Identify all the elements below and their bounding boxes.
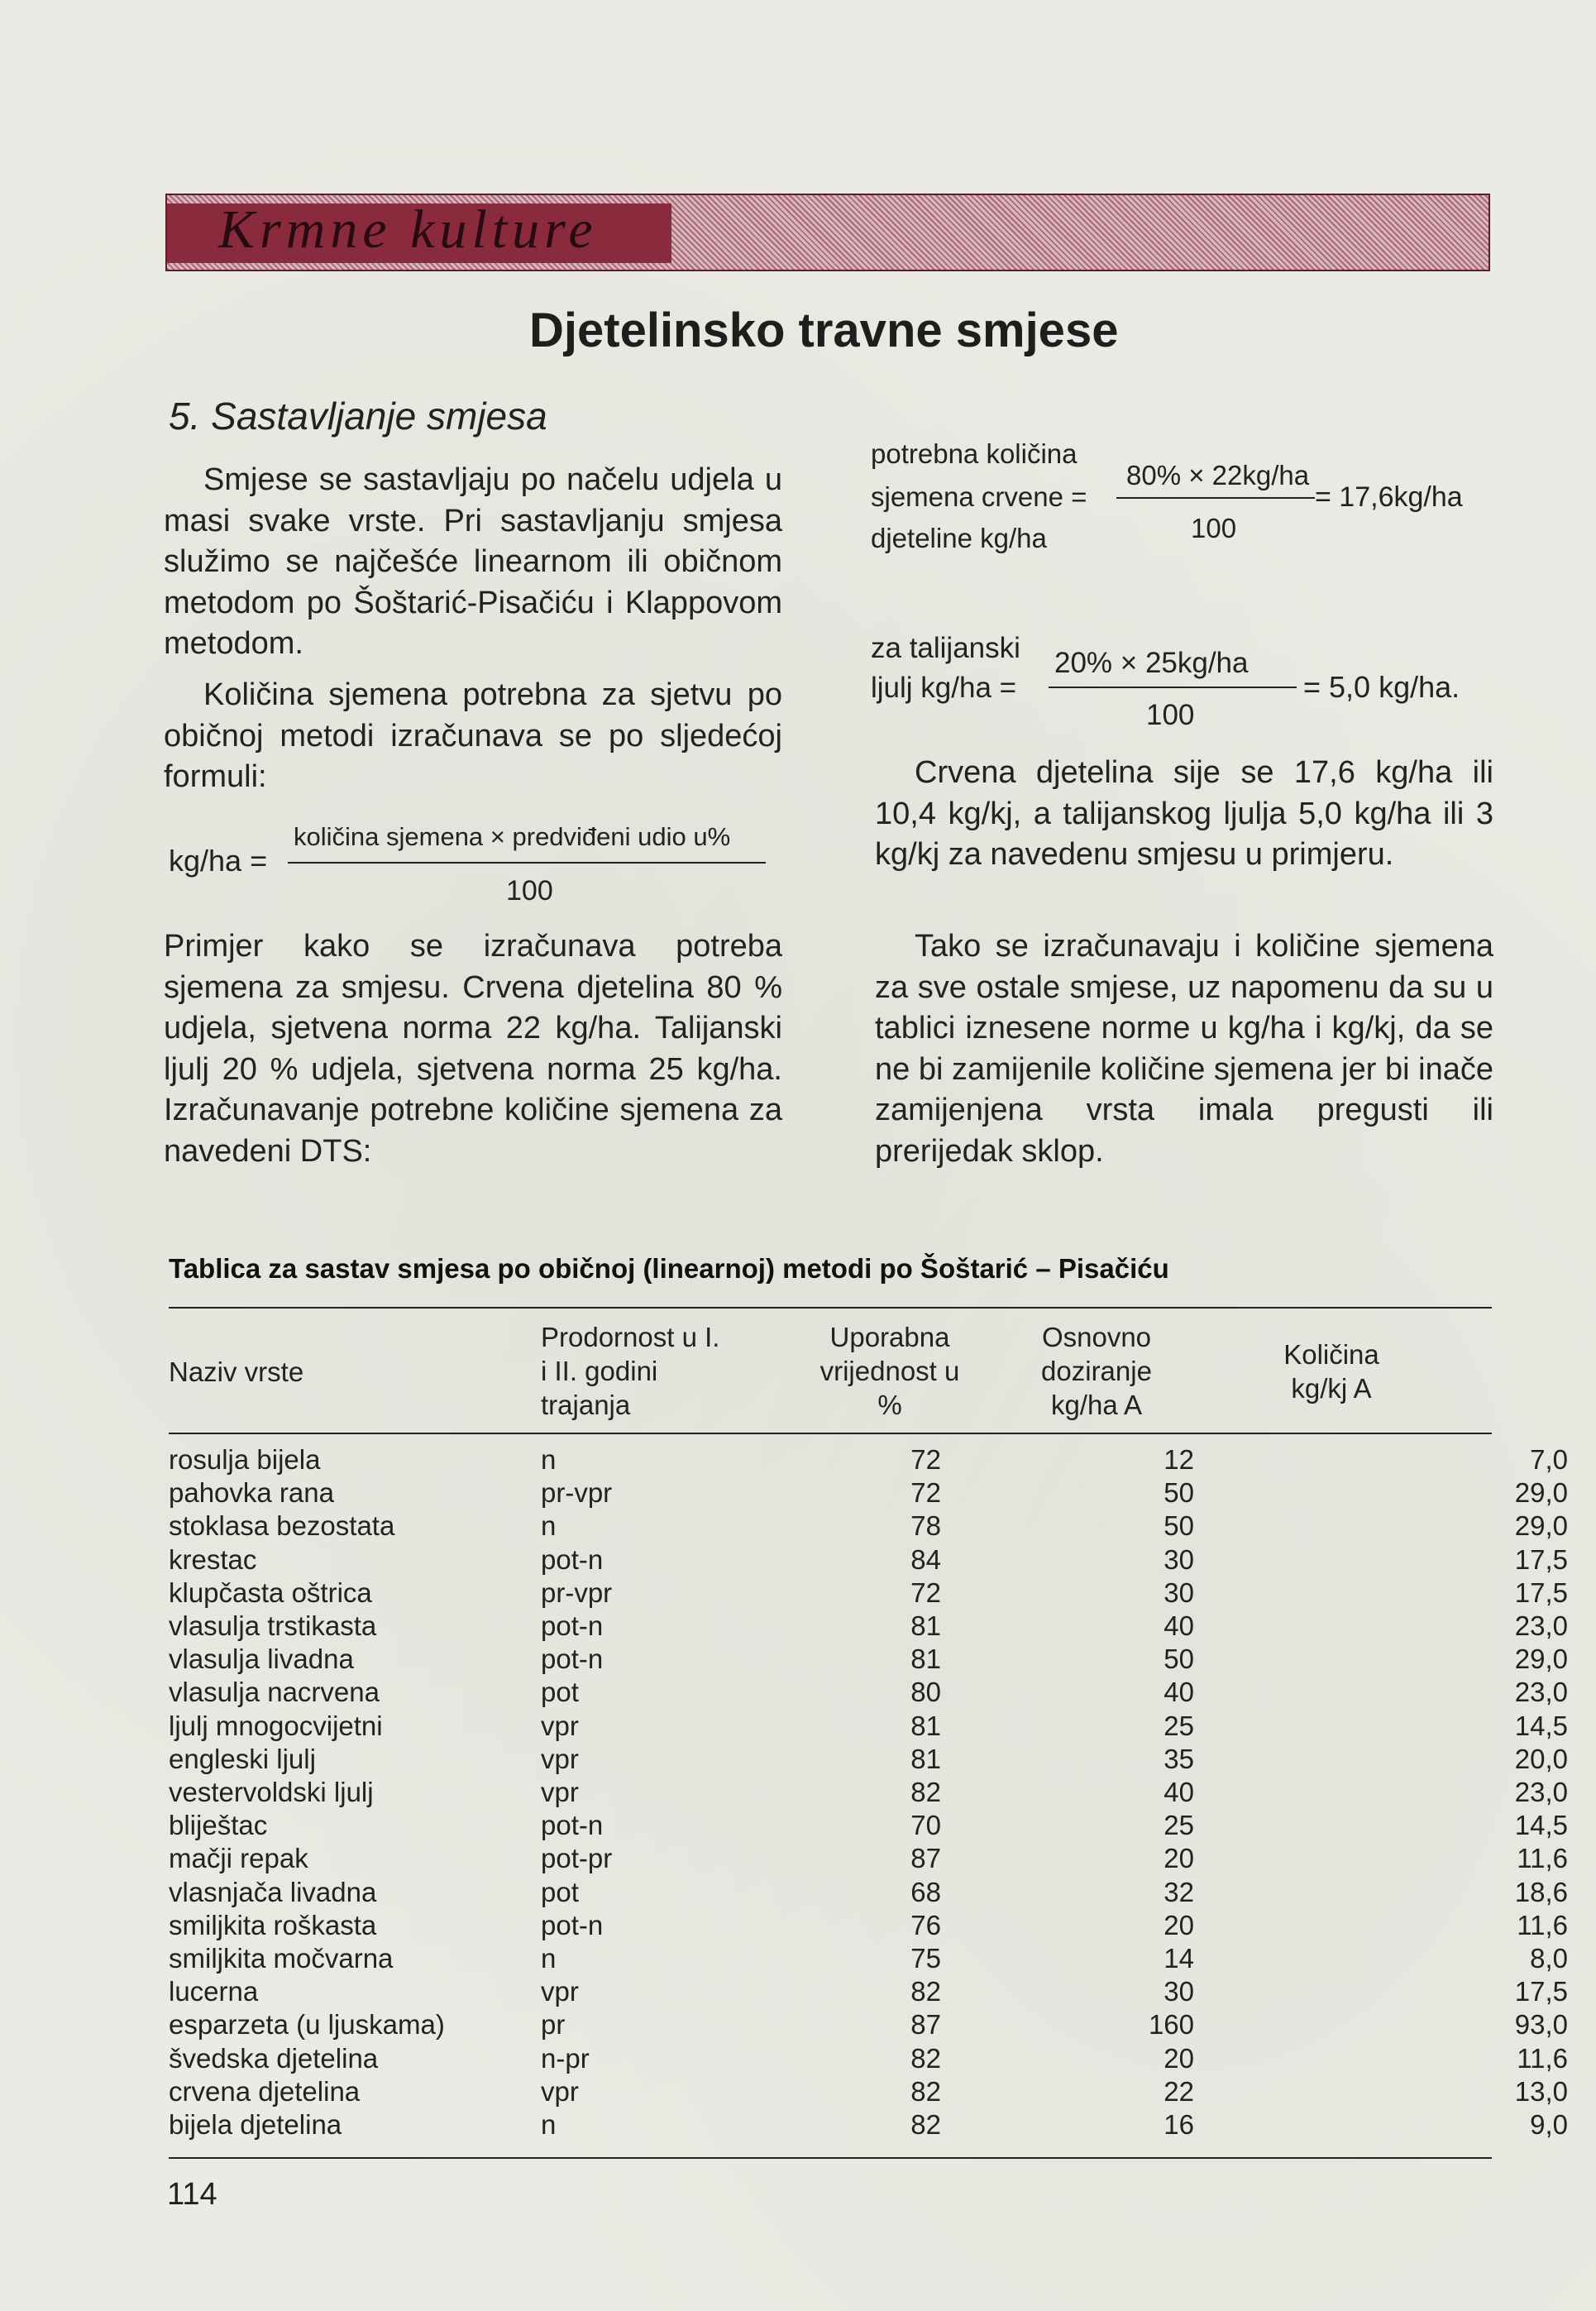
cell-prod: vpr bbox=[541, 2075, 579, 2107]
section-heading: 5. Sastavljanje smjesa bbox=[169, 395, 547, 438]
cell-osn: 12 bbox=[1164, 1444, 1194, 1475]
table-row bbox=[169, 1476, 1568, 1510]
cell-name: klupčasta oštrica bbox=[169, 1577, 372, 1608]
cell-kol: 17,5 bbox=[1514, 1577, 1568, 1608]
cell-prod: pr-vpr bbox=[541, 1477, 613, 1509]
formula1-fraction-line bbox=[1116, 497, 1315, 499]
cell-name: stoklasa bezostata bbox=[169, 1510, 395, 1542]
cell-prod: vpr bbox=[541, 1777, 579, 1807]
banner-title: Krmne kulture bbox=[218, 199, 598, 260]
table-row bbox=[169, 1743, 1568, 1776]
cell-osn: 50 bbox=[1164, 1477, 1194, 1509]
header-osn bbox=[1030, 1320, 1163, 1422]
cell-name: crvena djetelina bbox=[169, 2075, 361, 2107]
table-row bbox=[169, 1543, 1568, 1577]
table-row bbox=[169, 2075, 1568, 2108]
cell-name: smiljkita roškasta bbox=[169, 1909, 377, 1940]
cell-osn: 40 bbox=[1164, 1677, 1194, 1708]
cell-name: ljulj mnogocvijetni bbox=[169, 1710, 383, 1741]
table-title: Tablica za sastav smjesa po običnoj (linearnoj) metodi po Šoštarić – Pisačiću bbox=[169, 1253, 1169, 1284]
table-bottom-rule bbox=[169, 2157, 1492, 2159]
cell-osn: 160 bbox=[1148, 2009, 1194, 2041]
left-formula-lhs: kg/ha = bbox=[169, 844, 268, 878]
formula2-fraction-line bbox=[1049, 687, 1297, 688]
cell-osn: 35 bbox=[1164, 1743, 1194, 1774]
formula1-lhs-line3: djeteline kg/ha bbox=[871, 523, 1047, 553]
header-kol-line2: kg/kj A bbox=[1291, 1373, 1372, 1404]
cell-upo: 82 bbox=[910, 2042, 941, 2074]
cell-upo: 82 bbox=[910, 1777, 941, 1807]
cell-osn: 32 bbox=[1164, 1876, 1194, 1907]
cell-upo: 84 bbox=[910, 1543, 941, 1575]
header-name: Naziv vrste bbox=[169, 1356, 304, 1387]
cell-name: rosulja bijela bbox=[169, 1444, 321, 1475]
cell-kol: 11,6 bbox=[1517, 2042, 1568, 2074]
cell-prod: pr-vpr bbox=[541, 1577, 613, 1608]
table-row bbox=[169, 1942, 1568, 1975]
cell-prod: pot-n bbox=[541, 1644, 604, 1675]
table-row bbox=[169, 2008, 1568, 2041]
cell-name: švedska djetelina bbox=[169, 2042, 379, 2074]
cell-osn: 20 bbox=[1164, 1843, 1194, 1874]
table-top-rule bbox=[169, 1307, 1492, 1309]
cell-kol: 17,5 bbox=[1514, 1543, 1568, 1575]
cell-name: engleski ljulj bbox=[169, 1743, 316, 1774]
cell-name: lucerna bbox=[169, 1976, 259, 2007]
cell-prod: n bbox=[541, 1444, 557, 1475]
right-paragraph-2: Tako se izračunavaju i količine sjemena za sve ostale smjese, uz napomenu da su u tablici iznesene norme u kg/ha i kg/kj, da se ne bi zamijenile količine sjemena jer bi inače zamijenjena vrsta imala pregusti ili prerijedak sklop. bbox=[875, 929, 1493, 1169]
cell-kol: 23,0 bbox=[1514, 1610, 1568, 1641]
cell-upo: 78 bbox=[910, 1510, 941, 1542]
cell-upo: 72 bbox=[910, 1477, 941, 1509]
cell-osn: 25 bbox=[1164, 1810, 1194, 1841]
cell-upo: 81 bbox=[910, 1644, 941, 1675]
table-row bbox=[169, 1577, 1568, 1610]
formula1-lhs-line2: sjemena crvene = bbox=[871, 481, 1087, 512]
left-formula-fraction-line bbox=[288, 862, 766, 864]
cell-prod: pot-pr bbox=[541, 1843, 613, 1874]
left-para-3-box bbox=[164, 926, 782, 1172]
table-row bbox=[169, 1676, 1568, 1709]
cell-osn: 40 bbox=[1164, 1777, 1194, 1807]
cell-kol: 23,0 bbox=[1514, 1777, 1568, 1807]
cell-name: esparzeta (u ljuskama) bbox=[169, 2009, 445, 2041]
cell-prod: n bbox=[541, 2109, 557, 2140]
cell-osn: 14 bbox=[1164, 1943, 1194, 1974]
header-prod-line2: i II. godini bbox=[541, 1356, 658, 1386]
formula1-numerator: 80% × 22kg/ha bbox=[1126, 460, 1310, 490]
cell-upo: 81 bbox=[910, 1710, 941, 1741]
cell-upo: 81 bbox=[910, 1743, 941, 1774]
header-upo bbox=[807, 1320, 972, 1422]
cell-upo: 87 bbox=[910, 2009, 941, 2041]
cell-prod: vpr bbox=[541, 1976, 579, 2007]
cell-upo: 76 bbox=[910, 1909, 941, 1940]
cell-osn: 50 bbox=[1164, 1510, 1194, 1542]
left-para-2-box bbox=[164, 675, 782, 798]
cell-name: smiljkita močvarna bbox=[169, 1943, 394, 1974]
cell-name: vlasulja nacrvena bbox=[169, 1677, 380, 1708]
cell-kol: 29,0 bbox=[1514, 1644, 1568, 1675]
cell-prod: pot-n bbox=[541, 1543, 604, 1575]
cell-name: bijela djetelina bbox=[169, 2109, 342, 2140]
header-upo-line3: % bbox=[877, 1390, 902, 1420]
right-para-1-box bbox=[875, 753, 1493, 876]
cell-kol: 14,5 bbox=[1514, 1810, 1568, 1841]
left-formula-numerator: količina sjemena × predviđeni udio u% bbox=[294, 822, 731, 851]
table-row bbox=[169, 1510, 1568, 1543]
cell-upo: 82 bbox=[910, 2109, 941, 2140]
formula2-result: = 5,0 kg/ha. bbox=[1303, 670, 1460, 704]
cell-prod: pot bbox=[541, 1677, 579, 1708]
cell-kol: 7,0 bbox=[1530, 1444, 1568, 1475]
cell-upo: 82 bbox=[910, 2075, 941, 2107]
cell-osn: 40 bbox=[1164, 1610, 1194, 1641]
cell-name: vlasulja livadna bbox=[169, 1644, 354, 1675]
cell-name: vlasulja trstikasta bbox=[169, 1610, 377, 1641]
table-row bbox=[169, 2108, 1568, 2141]
table-row bbox=[169, 1443, 1568, 1476]
right-para-2-box bbox=[875, 926, 1493, 1172]
cell-prod: pot bbox=[541, 1876, 579, 1907]
cell-prod: vpr bbox=[541, 1743, 579, 1774]
table-row bbox=[169, 1710, 1568, 1743]
cell-kol: 17,5 bbox=[1514, 1976, 1568, 2007]
cell-kol: 20,0 bbox=[1514, 1743, 1568, 1774]
left-para-1-box bbox=[164, 460, 782, 665]
table-header-rule bbox=[169, 1433, 1492, 1434]
table-row bbox=[169, 1909, 1568, 1942]
cell-osn: 16 bbox=[1164, 2109, 1194, 2140]
page-title: Djetelinsko travne smjese bbox=[529, 304, 1119, 357]
cell-upo: 87 bbox=[910, 1843, 941, 1874]
table-row bbox=[169, 1643, 1568, 1676]
left-paragraph-2: Količina sjemena potrebna za sjetvu po običnoj metodi izračunava se po sljedećoj formuli: bbox=[164, 677, 782, 794]
formula1-result: = 17,6kg/ha bbox=[1315, 481, 1463, 513]
header-kol bbox=[1265, 1337, 1398, 1405]
cell-osn: 20 bbox=[1164, 1909, 1194, 1940]
cell-upo: 80 bbox=[910, 1677, 941, 1708]
cell-kol: 14,5 bbox=[1514, 1710, 1568, 1741]
cell-kol: 11,6 bbox=[1517, 1909, 1568, 1940]
cell-prod: pot-n bbox=[541, 1909, 604, 1940]
cell-kol: 9,0 bbox=[1530, 2109, 1568, 2140]
left-formula-denominator: 100 bbox=[506, 875, 553, 907]
cell-kol: 8,0 bbox=[1530, 1943, 1568, 1974]
chapter-banner bbox=[165, 194, 1490, 271]
formula2-numerator: 20% × 25kg/ha bbox=[1054, 647, 1249, 679]
header-prod bbox=[541, 1320, 719, 1422]
cell-upo: 72 bbox=[910, 1444, 941, 1475]
cell-prod: pr bbox=[541, 2009, 566, 2041]
cell-upo: 81 bbox=[910, 1610, 941, 1641]
cell-name: pahovka rana bbox=[169, 1477, 334, 1509]
cell-upo: 70 bbox=[910, 1810, 941, 1841]
page-number: 114 bbox=[167, 2177, 217, 2212]
formula1-lhs-line1: potrebna količina bbox=[871, 438, 1078, 469]
cell-kol: 29,0 bbox=[1514, 1477, 1568, 1509]
cell-upo: 75 bbox=[910, 1943, 941, 1974]
cell-prod: n bbox=[541, 1943, 557, 1974]
cell-osn: 50 bbox=[1164, 1644, 1194, 1675]
cell-upo: 68 bbox=[910, 1876, 941, 1907]
header-kol-line1: Količina bbox=[1283, 1339, 1379, 1370]
cell-name: bliještac bbox=[169, 1810, 268, 1841]
cell-kol: 29,0 bbox=[1514, 1510, 1568, 1542]
cell-kol: 23,0 bbox=[1514, 1677, 1568, 1708]
cell-osn: 20 bbox=[1164, 2042, 1194, 2074]
cell-prod: pot-n bbox=[541, 1610, 604, 1641]
cell-name: vlasnjača livadna bbox=[169, 1876, 377, 1907]
cell-osn: 30 bbox=[1164, 1976, 1194, 2007]
cell-upo: 82 bbox=[910, 1976, 941, 2007]
table-row bbox=[169, 1842, 1568, 1875]
cell-name: krestac bbox=[169, 1543, 257, 1575]
cell-name: mačji repak bbox=[169, 1843, 308, 1874]
cell-upo: 72 bbox=[910, 1577, 941, 1608]
header-osn-line2: doziranje bbox=[1041, 1356, 1152, 1386]
cell-osn: 25 bbox=[1164, 1710, 1194, 1741]
right-paragraph-1: Crvena djetelina sije se 17,6 kg/ha ili 10,4 kg/kj, a talijanskog ljulja 5,0 kg/ha ili 3 kg/kj za navedenu smjesu u primjeru. bbox=[875, 755, 1493, 872]
table-row bbox=[169, 2042, 1568, 2075]
table-row bbox=[169, 1776, 1568, 1809]
left-paragraph-1: Smjese se sastavljaju po načelu udjela u masi svake vrste. Pri sastavljanju smjesa služimo se najčešće linearnom ili običnom metodom po Šoštarić-Pisačiću i Klappovom metodom. bbox=[164, 462, 782, 661]
cell-kol: 11,6 bbox=[1517, 1843, 1568, 1874]
cell-kol: 13,0 bbox=[1514, 2075, 1568, 2107]
cell-osn: 30 bbox=[1164, 1543, 1194, 1575]
header-prod-line1: Prodornost u I. bbox=[541, 1322, 720, 1352]
cell-prod: pot-n bbox=[541, 1810, 604, 1841]
table-row bbox=[169, 1876, 1568, 1909]
formula2-lhs-line1: za talijanski bbox=[871, 632, 1020, 664]
formula2-lhs-line2: ljulj kg/ha = bbox=[871, 672, 1017, 704]
header-osn-line1: Osnovno bbox=[1041, 1322, 1152, 1352]
table-row bbox=[169, 1809, 1568, 1842]
cell-name: vestervoldski ljulj bbox=[169, 1777, 374, 1807]
cell-prod: vpr bbox=[541, 1710, 579, 1741]
table-row bbox=[169, 1975, 1568, 2008]
header-prod-line3: trajanja bbox=[541, 1390, 631, 1420]
header-upo-line1: Uporabna bbox=[829, 1322, 950, 1352]
cell-kol: 93,0 bbox=[1514, 2009, 1568, 2041]
formula1-denominator: 100 bbox=[1191, 513, 1237, 543]
cell-prod: n bbox=[541, 1510, 557, 1542]
cell-osn: 30 bbox=[1164, 1577, 1194, 1608]
left-paragraph-3: Primjer kako se izračunava potreba sjemena za smjesu. Crvena djetelina 80 % udjela, sjetvena norma 22 kg/ha. Talijanski ljulj 20 % udjela, sjetvena norma 25 kg/ha. Izračunavanje potrebne količine sjemena za navedeni DTS: bbox=[164, 929, 782, 1169]
cell-osn: 22 bbox=[1164, 2075, 1194, 2107]
cell-kol: 18,6 bbox=[1514, 1876, 1568, 1907]
formula2-denominator: 100 bbox=[1146, 699, 1195, 731]
table-row bbox=[169, 1610, 1568, 1643]
header-osn-line3: kg/ha A bbox=[1050, 1390, 1143, 1420]
header-upo-line2: vrijednost u bbox=[820, 1356, 960, 1386]
cell-prod: n-pr bbox=[541, 2042, 590, 2074]
